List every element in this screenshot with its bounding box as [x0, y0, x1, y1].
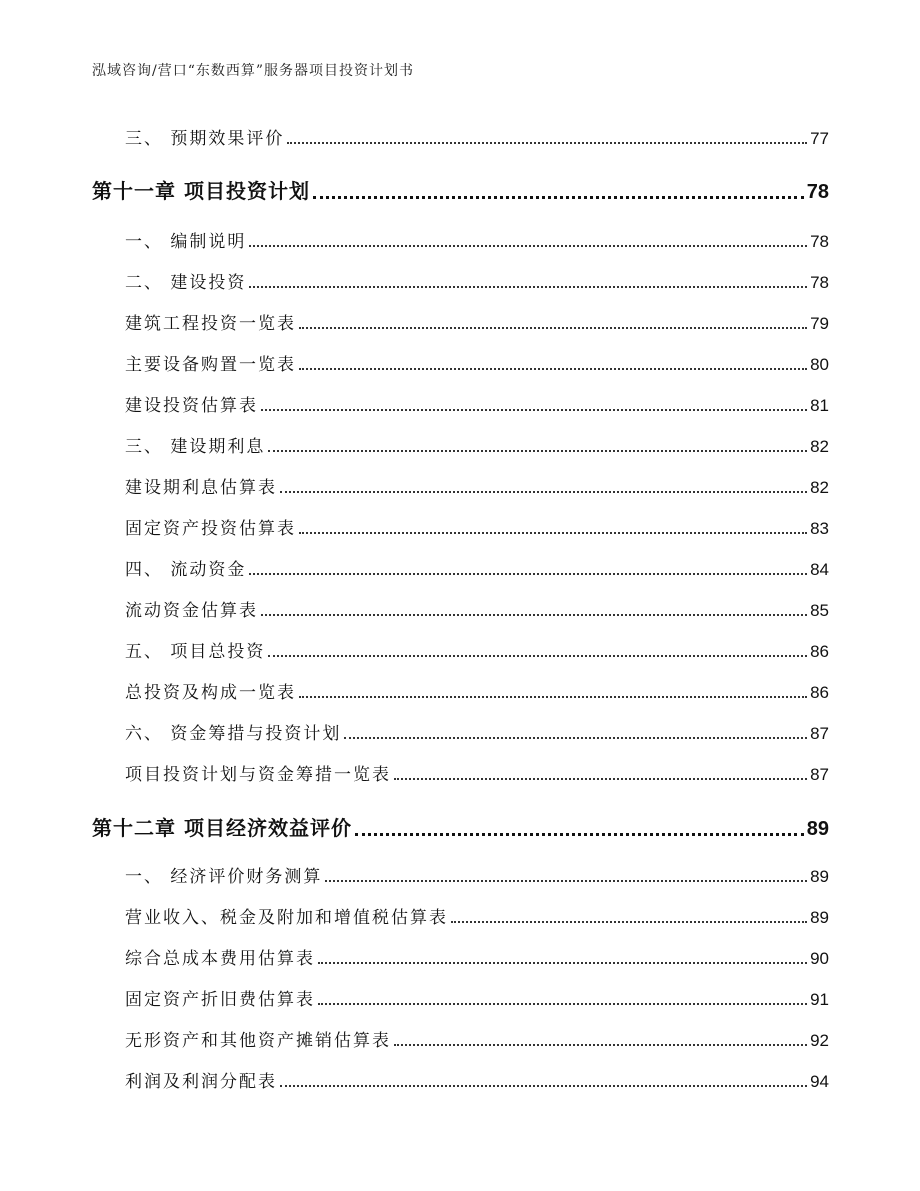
- toc-entry-label: 建设投资估算表: [125, 396, 258, 416]
- dot-leader: [249, 572, 807, 575]
- toc-entry[interactable]: [125, 432, 829, 457]
- toc-entry-label: 二、 建设投资: [125, 273, 247, 293]
- toc-entry[interactable]: [125, 124, 829, 149]
- toc-entry-label: 三、 预期效果评价: [125, 129, 285, 149]
- toc-entry-label: 第十二章 项目经济效益评价: [92, 816, 352, 840]
- toc-entry-label: 一、 编制说明: [125, 232, 247, 252]
- toc-entry-page-number: 89: [806, 818, 829, 840]
- toc-entry[interactable]: [125, 514, 829, 539]
- toc-entry-label: 营业收入、税金及附加和增值税估算表: [125, 908, 448, 928]
- toc-entry-label: 总投资及构成一览表: [125, 683, 296, 703]
- dot-leader: [344, 736, 807, 739]
- dot-leader: [287, 141, 807, 144]
- toc-entry-page-number: 86: [810, 683, 829, 702]
- dot-leader: [318, 961, 807, 964]
- dot-leader: [299, 367, 807, 370]
- toc-entry-label: 固定资产折旧费估算表: [125, 990, 315, 1010]
- toc-entry-page-number: 90: [810, 949, 829, 968]
- toc-entry-label: 流动资金估算表: [125, 601, 258, 621]
- toc-entry-page-number: 92: [810, 1031, 829, 1050]
- toc-entry-label: 三、 建设期利息: [125, 437, 266, 457]
- dot-leader: [451, 920, 807, 923]
- dot-leader: [313, 195, 804, 199]
- dot-leader: [394, 777, 807, 780]
- dot-leader: [394, 1043, 807, 1046]
- toc-entry[interactable]: [125, 391, 829, 416]
- dot-leader: [299, 326, 807, 329]
- dot-leader: [325, 879, 807, 882]
- toc-entry-page-number: 78: [810, 232, 829, 251]
- page-header: 泓域咨询/营口“东数西算”服务器项目投资计划书: [92, 63, 415, 79]
- toc-entry-page-number: 86: [810, 642, 829, 661]
- toc-entry-page-number: 82: [810, 437, 829, 456]
- toc-entry[interactable]: [125, 903, 829, 928]
- toc-entry-label: 无形资产和其他资产摊销估算表: [125, 1031, 391, 1051]
- dot-leader: [249, 285, 807, 288]
- toc-entry[interactable]: [125, 1067, 829, 1092]
- toc-entry-label: 项目投资计划与资金筹措一览表: [125, 765, 391, 785]
- dot-leader: [355, 832, 804, 836]
- toc-entry[interactable]: [125, 719, 829, 744]
- dot-leader: [249, 244, 807, 247]
- toc-entry-label: 主要设备购置一览表: [125, 355, 296, 375]
- toc-entry[interactable]: [125, 862, 829, 887]
- dot-leader: [280, 490, 807, 493]
- dot-leader: [261, 408, 807, 411]
- toc-entry-label: 第十一章 项目投资计划: [92, 179, 310, 203]
- toc-entry-page-number: 80: [810, 355, 829, 374]
- toc-entry-page-number: 94: [810, 1072, 829, 1091]
- toc-entry[interactable]: [125, 555, 829, 580]
- toc-entry-page-number: 84: [810, 560, 829, 579]
- toc-entry[interactable]: [125, 596, 829, 621]
- toc-entry-page-number: 79: [810, 314, 829, 333]
- toc-entry[interactable]: [125, 350, 829, 375]
- toc-entry-label: 建设期利息估算表: [125, 478, 277, 498]
- toc-entry-page-number: 78: [806, 181, 829, 203]
- toc-entry-page-number: 87: [810, 724, 829, 743]
- dot-leader: [299, 695, 807, 698]
- toc-entry-page-number: 78: [810, 273, 829, 292]
- toc-entry[interactable]: [125, 268, 829, 293]
- toc-entry[interactable]: [125, 309, 829, 334]
- toc-entry-label: 综合总成本费用估算表: [125, 949, 315, 969]
- toc-entry[interactable]: [125, 944, 829, 969]
- toc-entry-label: 利润及利润分配表: [125, 1072, 277, 1092]
- toc-entry-page-number: 77: [810, 129, 829, 148]
- dot-leader: [318, 1002, 807, 1005]
- toc-entry-page-number: 89: [810, 908, 829, 927]
- toc-entry-label: 六、 资金筹措与投资计划: [125, 724, 342, 744]
- toc-entry[interactable]: [125, 760, 829, 785]
- dot-leader: [299, 531, 807, 534]
- toc-entry-label: 五、 项目总投资: [125, 642, 266, 662]
- toc-entry-page-number: 91: [810, 990, 829, 1009]
- toc-entry-page-number: 89: [810, 867, 829, 886]
- toc-entry-page-number: 81: [810, 396, 829, 415]
- toc-chapter-entry[interactable]: [92, 175, 829, 204]
- toc-entry[interactable]: [125, 985, 829, 1010]
- toc-entry-page-number: 87: [810, 765, 829, 784]
- toc-entry-label: 四、 流动资金: [125, 560, 247, 580]
- toc-entry-label: 建筑工程投资一览表: [125, 314, 296, 334]
- toc-entry-label: 固定资产投资估算表: [125, 519, 296, 539]
- dot-leader: [268, 654, 807, 657]
- toc-chapter-entry[interactable]: [92, 812, 829, 841]
- dot-leader: [280, 1084, 807, 1087]
- toc-entry-page-number: 85: [810, 601, 829, 620]
- toc-entry-page-number: 83: [810, 519, 829, 538]
- toc-entry[interactable]: [125, 678, 829, 703]
- toc-entry[interactable]: [125, 637, 829, 662]
- toc-entry[interactable]: [125, 227, 829, 252]
- toc-entry[interactable]: [125, 473, 829, 498]
- dot-leader: [268, 449, 807, 452]
- dot-leader: [261, 613, 807, 616]
- toc-entry[interactable]: [125, 1026, 829, 1051]
- toc-entry-page-number: 82: [810, 478, 829, 497]
- toc-entry-label: 一、 经济评价财务测算: [125, 867, 323, 887]
